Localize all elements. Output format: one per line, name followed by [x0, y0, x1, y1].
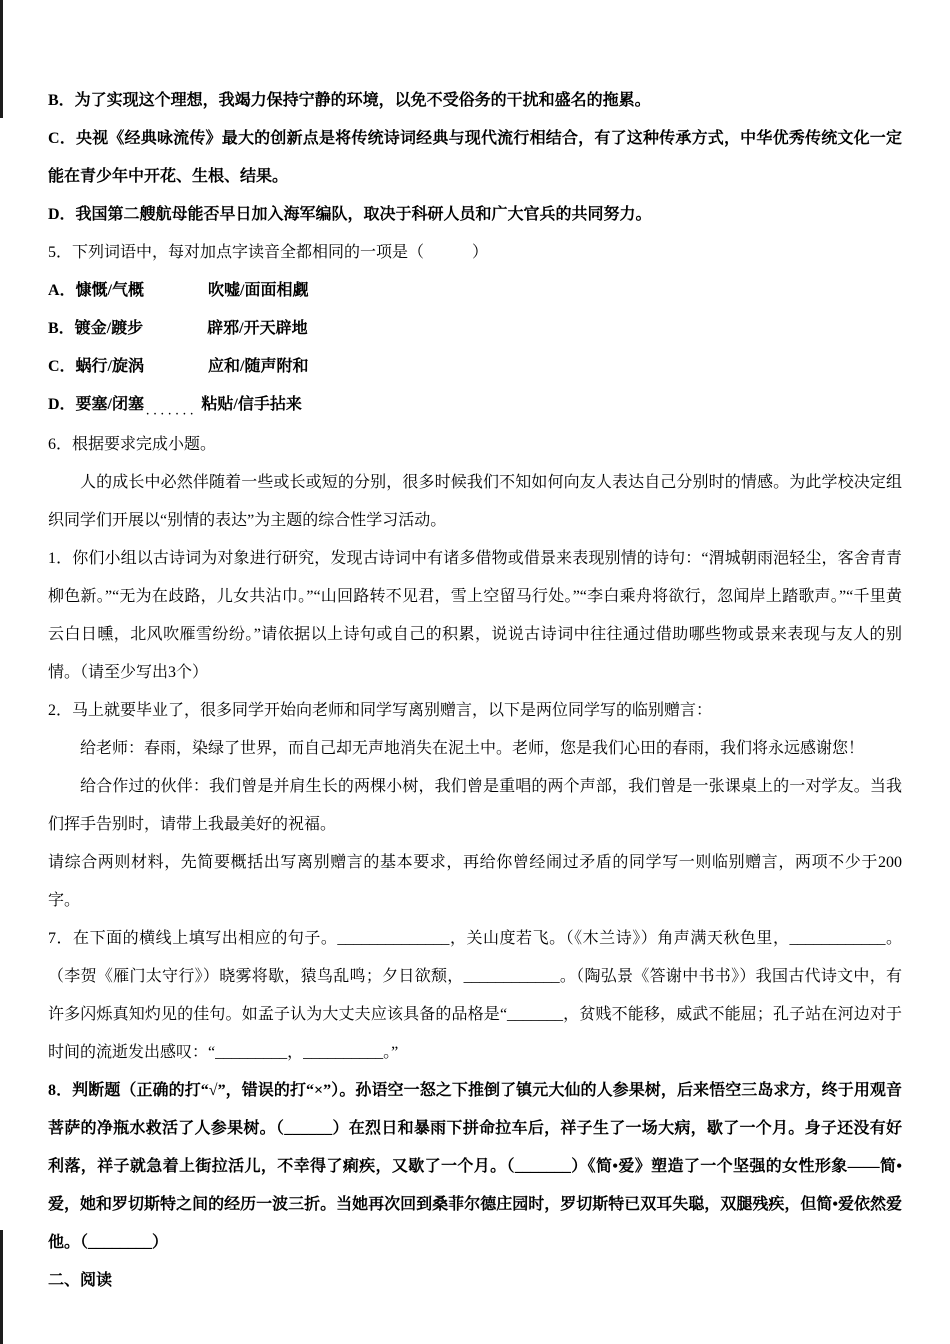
q6-task-2: 2．马上就要毕业了，很多同学开始向老师和同学写离别赠言，以下是两位同学写的临别赠言：	[48, 702, 713, 719]
q5-option-d-prefix: D．要塞/闭塞	[48, 396, 145, 413]
page-edge-mark-top	[0, 0, 3, 118]
choice-b: B．为了实现这个理想，我竭力保持宁静的环境，以免不受俗务的干扰和盛名的拖累。	[48, 92, 651, 109]
question-5-stem: 5．下列词语中，每对加点字读音全都相同的一项是（ ）	[48, 244, 489, 261]
q5-option-d	[48, 386, 902, 426]
question-6-stem: 6．根据要求完成小题。	[48, 436, 217, 453]
q6-writing-requirement: 请综合两则材料，先简要概括出写离别赠言的基本要求，再给你曾经闹过矛盾的同学写一则临别赠言，两项不少于200字。	[48, 854, 902, 909]
q5-option-c: C．蜗行/旋涡 应和/随声附和	[48, 358, 309, 375]
choice-d: D．我国第二艘航母能否早日加入海军编队，取决于科研人员和广大官兵的共同努力。	[48, 206, 652, 223]
q6-task-1: 1．你们小组以古诗词为对象进行研究，发现古诗词中有诸多借物或借景来表现别情的诗句：“渭城朝雨浥轻尘，客舍青青柳色新。”“无为在歧路，儿女共沾巾。”“山回路转不见君，雪上空留马行处。”“李白乘舟将欲行，忽闻岸上踏歌声。”“千里黄云白日曛，北风吹雁雪纷纷。”请依据以上诗句或自己的积累，说说古诗词中往往通过借助哪些物或景来表现与友人的别情。（请至少写出3个）	[48, 550, 902, 681]
question-7: 7．在下面的横线上填写出相应的句子。______________，关山度若飞。（《木兰诗》）角声满天秋色里，____________。（李贺《雁门太守行》）晓雾将歇，猿鸟乱鸣；夕日欲颓，____________。（陶弘景《答谢中书书》）我国古代诗文中，有许多闪烁真知灼见的佳句。如孟子认为大丈夫应该具备的品格是“_______，贫贱不能移，威武不能屈；孔子站在河边对于时间的流逝发出感叹：“_________，__________。”	[48, 930, 902, 1061]
q5-option-b: B．镀金/踱步 辟邪/开天辟地	[48, 320, 308, 337]
q6-intro-paragraph: 人的成长中必然伴随着一些或长或短的分别，很多时候我们不知如何向友人表达自己分别时的情感。为此学校决定组织同学们开展以“别情的表达”为主题的综合性学习活动。	[48, 474, 902, 529]
page-edge-mark-bottom	[0, 1230, 3, 1344]
question-8: 8．判断题（正确的打“√”，错误的打“×”）。孙语空一怒之下推倒了镇元大仙的人参果树，后来悟空三岛求方，终于用观音菩萨的净瓶水救活了人参果树。（______）在烈日和暴雨下拼命拉车后，祥子生了一场大病，歇了一个月。身子还没有好利落，祥子就急着上街拉活儿，不幸得了痢疾，又歇了一个月。（_______）《简•爱》塑造了一个坚强的女性形象——简•爱，她和罗切斯特之间的经历一波三折。当她再次回到桑菲尔德庄园时，罗切斯特已双耳失聪，双腿残疾，但简•爱依然爱他。（________）	[48, 1082, 902, 1251]
q5-option-a: A．慷慨/气概 吹嘘/面面相觑	[48, 282, 309, 299]
choice-c: C．央视《经典咏流传》最大的创新点是将传统诗词经典与现代流行相结合，有了这种传承方式，中华优秀传统文化一定能在青少年中开花、生根、结果。	[48, 130, 902, 185]
q5-option-d-suffix: 粘贴/信手拈来	[201, 396, 302, 413]
q6-quote-to-partner: 给合作过的伙伴：我们曾是并肩生长的两棵小树，我们曾是重唱的两个声部，我们曾是一张课桌上的一对学友。当我们挥手告别时，请带上我最美好的祝福。	[48, 778, 902, 833]
section-2-heading: 二、阅读	[48, 1272, 113, 1289]
emphasis-dots: ·······	[146, 409, 198, 420]
q6-quote-to-teacher: 给老师：春雨，染绿了世界，而自己却无声地消失在泥土中。老师，您是我们心田的春雨，我们将永远感谢您！	[80, 740, 865, 757]
